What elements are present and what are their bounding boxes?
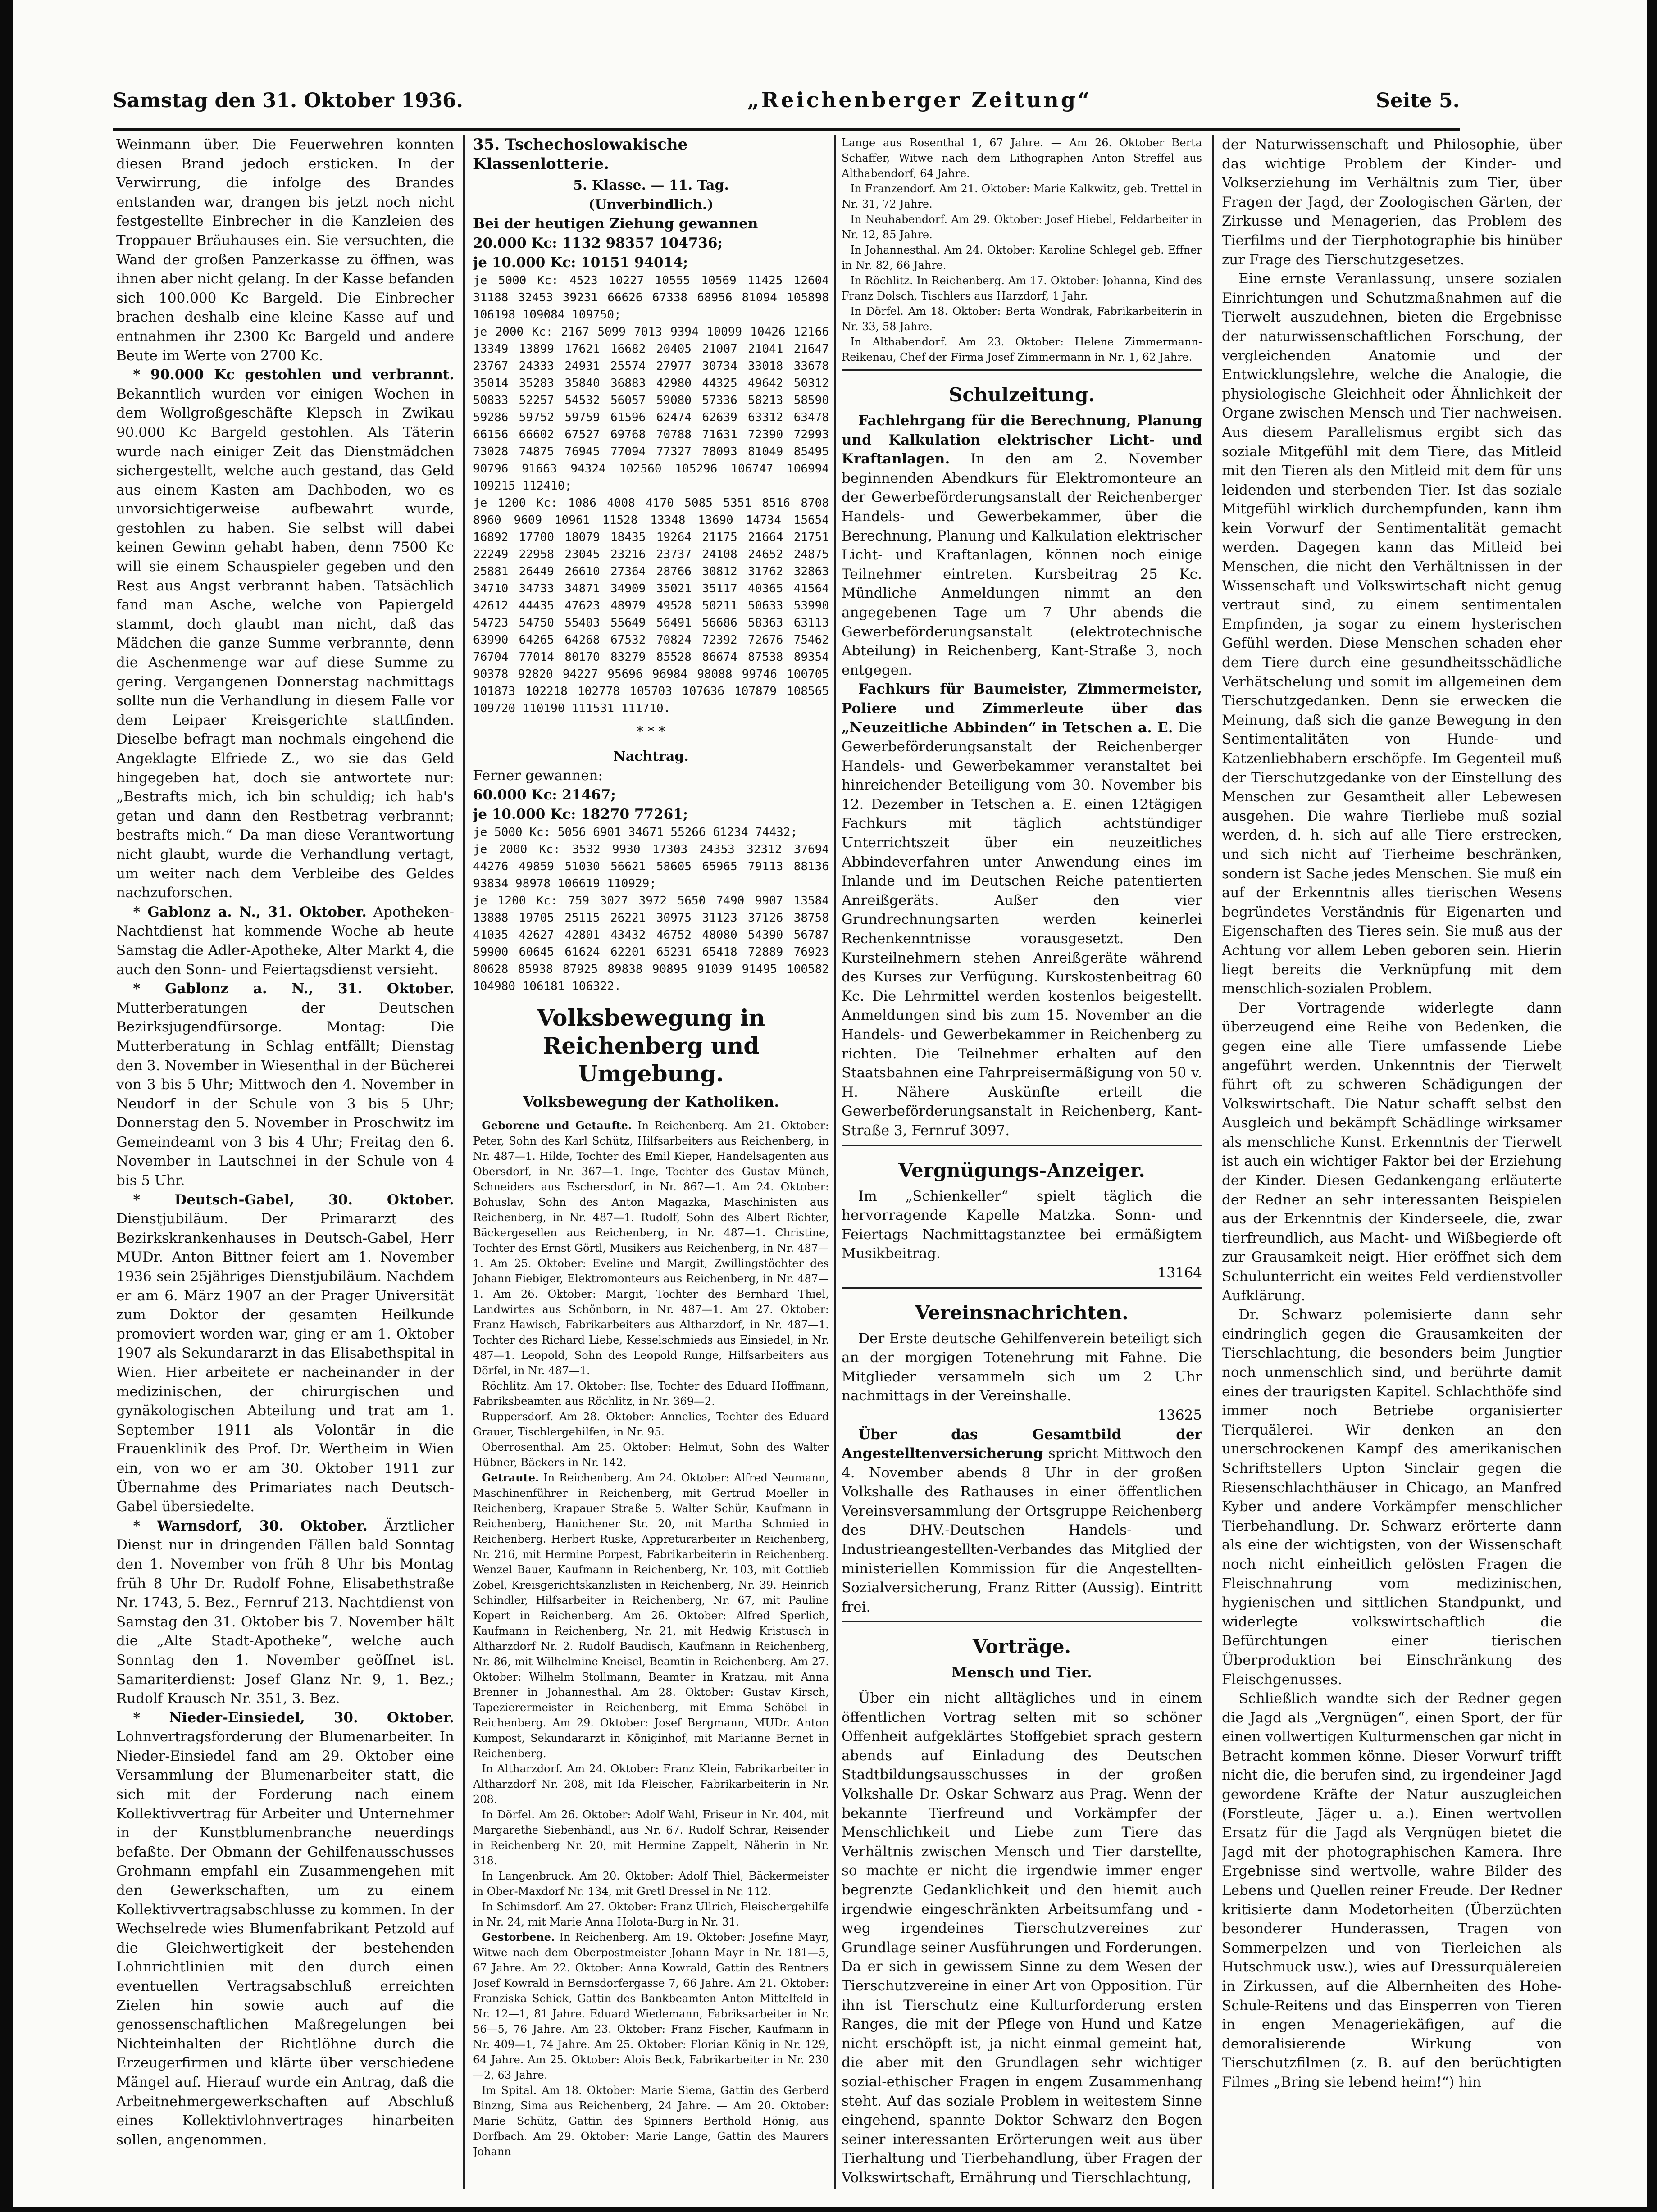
lottery-intro: Bei der heutigen Ziehung gewannen: [473, 216, 758, 232]
item-heading: * Gablonz a. N., 31. Oktober.: [133, 981, 454, 997]
column-2: [473, 135, 829, 2189]
lottery-prize-line: 20.000 Kc: 1132 98357 104736;: [473, 235, 723, 251]
lottery-prize-line: je 10.000 Kc: 10151 94014;: [473, 254, 688, 271]
vital-entry: [473, 1118, 829, 1378]
vital-entry: In Dörfel. Am 26. Oktober: Adolf Wahl, Friseur in Nr. 404, mit Margarethe Siebenhändl, aus Nr. 67. Rudolf Schrar, Reisender in Reichenberg Nr. 20, mit Hermine Zappelt, Näherin in Nr. 318.: [473, 1808, 829, 1867]
item-text: spricht Mittwoch den 4. November abends 8 Uhr in der großen Volkshalle des Rathauses in einer öffentlichen Vereinsversammlung der Ortsgruppe Reichenberg des DHV.-Deutschen Handels- und Industrieangestellten-Verbandes das Mitglied der ministeriellen Kommission für die Angestellten-Sozialversicherung, Franz Ritter (Aussig). Eintritt frei.: [842, 1445, 1202, 1615]
club-notice: [842, 1425, 1202, 1617]
vital-statistics-continued: [842, 135, 1202, 365]
lecture-report: der Naturwissenschaft und Philosophie, über das wichtige Problem der Kinder- und Volkserziehung im Verhältnis zum Tier, über Fragen der Jagd, der Zoologischen Gärten, der Zirkusse und Menagerien, das Problem des Tierfilms und der Tierphotographie bis hinüber zur Frage des Tierschutzgesetzes.: [1222, 136, 1562, 268]
vital-heading: Geborene und Getaufte.: [482, 1118, 632, 1132]
vital-entry: Röchlitz. Am 17. Oktober: Ilse, Tochter des Eduard Hoffmann, Fabriksbeamten aus Röchlitz, in Nr. 369—2.: [473, 1379, 829, 1408]
section-subtitle: Mensch und Tier.: [951, 1664, 1093, 1681]
lottery-class: 5. Klasse. — 11. Tag.: [573, 177, 729, 194]
article-item: [116, 1517, 454, 1708]
lottery-intro: Ferner gewannen:: [473, 768, 603, 784]
vital-entry: Oberrosenthal. Am 25. Oktober: Helmut, Sohn des Walter Hübner, Bäckers in Nr. 142.: [473, 1440, 829, 1469]
scan-edge-left: [0, 0, 13, 2212]
lecture-report: Über ein nicht alltägliches und in einem öffentlichen Vortrag selten mit so schöner Offenheit aufgeklärtes Stoffgebiet sprach gestern abends auf Einladung des Deutschen Stadtbildungsausschusses in der großen Volkshalle Dr. Oskar Schwarz aus Prag. Wenn der bekannte Tierfreund und Vorkämpfer der Menschlichkeit und Liebe zum Tiere das Verhältnis zwischen Mensch und Tier darstellte, so machte er nicht die irgendwie immer enger begrenzte Gedanklichkeit und den hiemit auch irgendwie eingeschränkten Arbeitsumfang und -weg irgendeines Tierschutzvereines zur Grundlage seiner Ausführungen und Forderungen. Da er sich in gewissem Sinne zu dem Wesen der Tierschutzvereine in einer Art von Opposition. Für ihn ist Tierschutz eine Kulturforderung ersten Ranges, die mit der Pflege von Hund und Katze nicht erschöpft ist, ja nicht einmal gemeint hat, die aber mit den Grundlagen sehr wichtiger sozial-ethischer Fragen in engem Zusammenhang steht. Auf das soziale Problem in weitestem Sinne eingehend, spannte Doktor Schwarz den Bogen seiner interessanten Erörterungen weit aus über Tierhaltung und Tierbehandlung, über Fragen der Volkswirtschaft, Ernährung und Tierschlachtung,: [842, 1690, 1202, 2186]
item-text: Mutterberatungen der Deutschen Bezirksjugendfürsorge. Montag: Die Mutterberatung in Schlag entfällt; Dienstag den 3. November in Wiesenthal in der Bücherei von 3 bis 5 Uhr; Mittwoch den 4. November in Neudorf in der Schule von 3 bis 5 Uhr; Donnerstag den 5. November in Proschwitz im Gemeindeamt von 3 bis 4 Uhr; Freitag den 6. November in Lautschnei in der Schule von 4 bis 5 Uhr.: [116, 999, 454, 1189]
lecture-report: Der Vortragende widerlegte dann überzeugend eine Reihe von Bedenken, die gegen eine alle Tiere umfassende Liebe angeführt werden. Unkenntnis der Tierwelt führt oft zu schweren Schädigungen der Volkswirtschaft. Die Natur schafft selbst den Ausgleich und bekämpft Schädlinge wirksamer als menschliche Kunst. Erkenntnis der Tierwelt ist auch ein wichtiger Faktor bei der Erziehung der Kinder. Diesen Gedankengang erläuterte der Redner an sehr interessanten Beispielen aus der Erkenntnis der Kinderseele, die, zwar tierfreundlich, aus Macht- und Wißbegierde oft zur Grausamkeit neigt. Hier eröffnet sich dem Schulunterricht ein weites Feld verdienstvoller Aufklärung.: [1222, 999, 1562, 1304]
lecture-report: Schließlich wandte sich der Redner gegen die Jagd als „Vergnügen“, einen Sport, der für einen vollwertigen Kulturmenschen gar nicht in Betracht kommen könne. Dieser Vorwurf trifft nicht die, die berufen sind, zu irgendeiner Jagd gewordene Kräfte der Natur auszugleichen (Forstleute, Jäger u. a.). Einen wertvollen Ersatz für die Jagd als Vergnügen bietet die Jagd mit der photographischen Kamera. Ihre Ergebnisse sind wertvolle, wahre Bilder des Lebens und Quellen reiner Freude. Der Redner kritisierte dann Modetorheiten (Überzüchten besonderer Hunderassen, Tragen von Sommerpelzen und von Tierleichen als Hutschmuck usw.), wies auf Dressurquälereien in Zirkussen, auf die Albernheiten des Hohe-Schule-Reitens und das Einsperren von Tieren in engen Menageriekäfigen, auf die demoralisierende Wirkung von Tierschutzfilmen (z. B. auf den berüchtigten Filmes „Bring sie lebend heim!“) hin: [1222, 1690, 1562, 2090]
column-rule: [463, 135, 465, 2189]
section-rule: [842, 1145, 1202, 1146]
scan-edge-bottom: [0, 2207, 1657, 2212]
vital-text: In Reichenberg. Am 21. Oktober: Peter, Sohn des Karl Schütz, Hilfsarbeiters aus Reichenberg, in Nr. 487—1. Hilde, Tochter des Emil Kieper, Handelsagenten aus Obersdorf, in Nr. 367—1. Inge, Tochter des Gustav Münch, Schneiders aus Eschersdorf, in Nr. 867—1. Am 24. Oktober: Bohuslav, Sohn des Anton Magazka, Maschinisten aus Reichenberg, in Nr. 487—1. Rudolf, Sohn des Albert Richter, Bäckergesellen aus Reichenberg, in Nr. 487—1. Christine, Tochter des Ernst Görtl, Musikers aus Reichenberg, in Nr. 487—1. Am 25. Oktober: Eveline und Margit, Zwillingstöchter des Johann Fiebiger, Elektromonteurs aus Reichenberg, in Nr. 487—1. Am 26. Oktober: Margit, Tochter des Bernhard Thiel, Landwirtes aus Schönborn, in Nr. 487—1. Am 27. Oktober: Franz Hawisch, Fabrikarbeiters aus Altharzdorf, in Nr. 487—1. Tochter des Richard Liebe, Kesselschmieds aus Einsiedel, in Nr. 487—1. Leopold, Sohn des Leopold Runge, Hilfsarbeiters aus Dörfel, in Nr. 487—1.: [473, 1119, 829, 1377]
section-title: Schulzeitung.: [949, 384, 1095, 406]
header-rule: [113, 128, 1460, 131]
lottery-prize-line: je 1200 Kc: 1086 4008 4170 5085 5351 8516 8708 8960 9609 10961 11528 13348 13690 14734 15654 16892 17700 18079 18435 19264 21175 21664 21751 22249 22958 23045 23216 23737 24108 24652 24875 25881 26449 26610 27364 28766 30812 31762 32863 34710 34733 34871 34909 35021 35117 40365 41564 42612 44435 47623 48979 49528 50211 50633 53990 54723 54750 55403 55649 56491 56686 58363 63113 63990 64265 64268 67532 70824 72392 72676 75462 76704 77014 80170 83279 85528 86674 87538 89354 90378 92820 94227 95696 96984 98088 99746 100705 101873 102218 102778 105703 107636 107879 108565 109720 110190 111531 111710.: [473, 496, 829, 716]
page-header: [113, 88, 1460, 119]
vital-entry: Im Spital. Am 18. Oktober: Marie Siema, Gattin des Gerberd Binzng, Sima aus Reichenberg, 24 Jahre. — Am 20. Oktober: Marie Schütz, Gattin des Spinners Berthold Hönig, aus Dorfbach. Am 29. Oktober: Marie Lange, Gattin des Maurers Johann: [473, 2084, 829, 2158]
section-title: Vorträge.: [972, 1635, 1071, 1658]
vital-heading: Getraute.: [482, 1471, 539, 1484]
article-item: [116, 1190, 454, 1517]
section-title: Volksbewegung in Reichenberg und Umgebung.: [537, 1004, 765, 1087]
vital-entry: In Langenbruck. Am 20. Oktober: Adolf Thiel, Bäckermeister in Ober-Maxdorf Nr. 134, mit Gretl Dressel in Nr. 112.: [473, 1869, 829, 1898]
lecture-report: Eine ernste Veranlassung, unsere sozialen Einrichtungen und Schutzmaßnahmen auf die Tierwelt auszudehnen, bieten die Ergebnisse der naturwissenschaftlichen Forschung, der vergleichenden Anatomie und der Entwicklungslehre, welche die Analogie, die physiologische Gleichheit oder Ähnlichkeit der Organe zwischen Mensch und Tier nachweisen. Aus diesem Parallelismus ergibt sich das soziale Mitgefühl mit dem Tiere, das Mitleid mit den Tieren als den Mitleid mit dem für uns leidenden und sterbenden Tier. Ist das soziale Mitgefühl wirklich durchempfunden, kann ihm kein Vorwurf der Sentimentalität gemacht werden. Dagegen kann das Mitleid bei Menschen, die nicht den Verhältnissen in der Wissenschaft und Volkswirtschaft nicht genug vertraut sind, zu einem sentimentalen Empfinden, ja sogar zu einem hysterischen Gefühl werden. Diese Menschen schaden eher dem Tiere durch eine gesundheitsschädliche Verhätschelung und somit im allgemeinen dem Tierschutzgedanken. Denn sie erwecken die Meinung, daß sich die ganze Bewegung in den Sentimentalitäten von Hunde- und Katzenliebhabern erschöpfe. Im Gegenteil muß der Tierschutzgedanke von der Einstellung des Menschen zur Gesamtheit aller Lebewesen ausgehen. Die wahre Tierliebe muß sozial werden, d. h. sich auf alle Tiere erstrecken, und sich nicht auf Tierheime beschränken, sondern ist Sache jedes Menschen. Sie muß ein auf der Erkenntnis alles tierischen Wesens begründetes Verständnis für Eigenarten und Eigenschaften des Tieres sein. Sie muß aus der Achtung vor allem Leben geboren sein. Hierin liegt bereits die Verknüpfung mit dem menschlich-sozialen Problem.: [1222, 271, 1562, 997]
item-heading: * Warnsdorf, 30. Oktober.: [133, 1517, 368, 1534]
item-text: Apotheken-Nachtdienst hat kommende Woche ab heute Samstag die Adler-Apotheke, Alter Markt 4, die auch den Sonn- und Feiertagsdienst versieht.: [116, 904, 454, 978]
header-date: Samstag den 31. Oktober 1936.: [113, 89, 463, 112]
item-text: In den am 2. November beginnenden Abendkurs für Elektromonteure an der Gewerbeförderungsanstalt der Reichenberger Handels- und Gewerbekammer, über die Berechnung, Planung und Kalkulation elektrischer Licht- und Kraftanlagen, können noch einige Teilnehmer eintreten. Kursbeitrag 25 Kc. Mündliche Anmeldungen nimmt an den angegebenen Tage um 7 Uhr abends die Gewerbeförderungsanstalt (elektrotechnische Abteilung) in Reichenberg, Kant-Straße 3, noch entgegen.: [842, 451, 1202, 678]
header-masthead: „Reichenberger Zeitung“: [747, 88, 1092, 112]
club-notice: Der Erste deutsche Gehilfenverein beteiligt sich an der morgigen Totenehrung mit Fahne. Die Mitglieder versammeln sich um 2 Uhr nachmittags in der Vereinshalle.: [842, 1330, 1202, 1404]
section-rule: [842, 369, 1202, 371]
advertisement-text: Im „Schienkeller“ spielt täglich die hervorragende Kapelle Matzka. Sonn- und Feiertags Nachmittagstanztee bei ermäßigtem Musikbeitrag.: [842, 1188, 1202, 1262]
vital-entry: In Althabendorf. Am 23. Oktober: Helene Zimmermann-Reikenau, Chef der Firma Josef Zimmermann in Nr. 1, 62 Jahre.: [842, 336, 1202, 363]
section-title: Vereinsnachrichten.: [915, 1301, 1129, 1324]
lottery-results: [473, 214, 829, 717]
lottery-title: 35. Tschechoslowakische Klassenlotterie.: [473, 136, 688, 173]
item-heading: Fachlehrgang für die Berechnung, Planung und Kalkulation elektrischer Licht- und Kraftanlagen.: [842, 413, 1202, 468]
vital-text: In Reichenberg. Am 24. Oktober: Alfred Neumann, Maschinenführer in Reichenberg, mit Gertrud Moeller in Reichenberg, Krapauer Straße 5. Walter Schür, Kaufmann in Reichenberg, Hanichener Str. 20, mit Martha Schmied in Reichenberg. Herbert Ruske, Appreturarbeiter in Reichenberg, Nr. 216, mit Hermine Porpest, Fabrikarbeiterin in Reichenberg. Wenzel Bauer, Kaufmann in Reichenberg, Nr. 103, mit Gottlieb Zobel, Kreisgerichtskanzlisten in Reichenberg, Nr. 39. Heinrich Schindler, Hilfsarbeiter in Reichenberg, Nr. 67, mit Pauline Kopert in Reichenberg. Am 26. Oktober: Alfred Sperlich, Kaufmann in Reichenberg, Nr. 21, mit Hedwig Kristusch in Altharzdorf Nr. 2. Rudolf Baudisch, Kaufmann in Reichenberg, Nr. 86, mit Wilhelmine Kneisel, Beamtin in Reichenberg. Am 27. Oktober: Wilhelm Stollmann, Beamter in Kratzau, mit Anna Brenner in Johannesthal. Am 28. Oktober: Gustav Kirsch, Tapezierermeister in Reichenberg, mit Emma Schöbel in Reichenberg. Am 29. Oktober: Josef Bergmann, MUDr. Anton Kumpost, Sekundararzt in Königinhof, mit Marianne Bernet in Reichenberg.: [473, 1471, 829, 1760]
vital-entry: Ruppersdorf. Am 28. Oktober: Annelies, Tochter des Eduard Grauer, Tischlergehilfen, in Nr. 95.: [473, 1410, 829, 1438]
section-title: Vergnügungs-Anzeiger.: [898, 1159, 1145, 1181]
column-1: [116, 135, 454, 2189]
lottery-prize-line: 60.000 Kc: 21467;: [473, 786, 616, 803]
lecture-report: Dr. Schwarz polemisierte dann sehr eindringlich gegen die Grausamkeiten der Tierschlachtung, die besonders beim Jungtier noch unmenschlich sind, und berührte damit eines der traurigsten Kapitel. Schlachthöfe sind immer noch Betriebe organisierter Tierquälerei. Wir denken an den unerschrockenen Kampf des amerikanischen Schriftstellers Upton Sinclair gegen die Riesenschlachthäuser in Chicago, an Manfred Kyber und andere Vorkämpfer menschlicher Tierbehandlung. Dr. Schwarz erörterte dann als eine der wichtigsten, von der Wissenschaft noch nicht einheitlich gelösten Fragen die Fleischnahrung vom medizinischen, hygienischen und sittlichen Standpunkt, und widerlegte volkswirtschaftlich die Befürchtungen einer tierischen Überproduktion bei Einschränkung des Fleischgenusses.: [1222, 1307, 1562, 1688]
scan-edge-right: [1647, 0, 1657, 2212]
vital-entry: In Dörfel. Am 18. Oktober: Berta Wondrak, Fabrikarbeiterin in Nr. 33, 58 Jahre.: [842, 305, 1202, 333]
lottery-prize-line: je 2000 Kc: 2167 5099 7013 9394 10099 10426 12166 13349 13899 17621 16682 20405 21007 21041 21647 23767 24333 24931 25574 27977 30734 33018 33678 35014 35283 35840 36883 42980 44325 49642 50312 50833 52257 54532 56057 59080 57336 58213 58590 59286 59752 59759 61596 62474 62639 63312 63478 66156 66602 67527 69768 70788 71631 72390 72993 73028 74875 76945 77094 77327 78093 81049 85495 90796 91663 94324 102560 105296 106747 106994 109215 112410;: [473, 325, 829, 493]
vital-entry: In Schimsdorf. Am 27. Oktober: Franz Ullrich, Fleischergehilfe in Nr. 24, mit Marie Anna Holota-Burg in Nr. 31.: [473, 1900, 829, 1928]
vital-entry: Lange aus Rosenthal 1, 67 Jahre. — Am 26. Oktober Berta Schaffer, Witwe nach dem Lithographen Anton Streffel aus Althabendorf, 64 Jahre.: [842, 136, 1202, 180]
column-rule: [834, 135, 836, 2189]
vital-entry: In Altharzdorf. Am 24. Oktober: Franz Klein, Fabrikarbeiter in Altharzdorf Nr. 208, mit Ida Fleischer, Fabrikarbeiterin in Nr. 208.: [473, 1762, 829, 1806]
vital-entry: In Röchlitz. In Reichenberg. Am 17. Oktober: Johanna, Kind des Franz Dolsch, Tischlers aus Harzdorf, 1 Jahr.: [842, 274, 1202, 302]
section-stars: * * *: [636, 724, 666, 740]
lottery-note: (Unverbindlich.): [588, 196, 714, 213]
article-item: [116, 365, 454, 903]
lottery-supplement: [473, 766, 829, 995]
vital-entry: In Neuhabendorf. Am 29. Oktober: Josef Hiebel, Feldarbeiter in Nr. 12, 85 Jahre.: [842, 213, 1202, 241]
lottery-prize-line: je 2000 Kc: 3532 9930 17303 24353 32312 37694 44276 49859 51030 56621 58605 65965 79113 88136 93834 98978 106619 110929;: [473, 843, 829, 891]
lottery-prize-line: je 5000 Kc: 5056 6901 34671 55266 61234 74432;: [473, 826, 798, 840]
lottery-prize-line: je 1200 Kc: 759 3027 3972 5650 7490 9907 13584 13888 19705 25115 26221 30975 31123 37126 38758 41035 42627 42801 43432 46752 48080 54390 56787 59900 60645 61624 62201 65231 65418 72889 76923 80628 85938 87925 89838 90895 91039 91495 100582 104980 106181 106322.: [473, 894, 829, 994]
vital-entry: In Johannesthal. Am 24. Oktober: Karoline Schlegel geb. Effner in Nr. 82, 66 Jahre.: [842, 244, 1202, 272]
lottery-supplement-title: Nachtrag.: [613, 748, 689, 764]
item-heading: Über das Gesamtbild der Angestelltenversicherung: [842, 1426, 1202, 1462]
vital-entry: [473, 1470, 829, 1761]
item-heading: Fachkurs für Baumeister, Zimmermeister, Poliere und Zimmerleute über das „Neuzeitliche Abbinden“ in Tetschen a. E.: [842, 681, 1202, 736]
item-heading: * 90.000 Kc gestohlen und verbrannt.: [133, 367, 454, 383]
vital-heading: Gestorbene.: [482, 1930, 555, 1944]
vital-entry: [473, 1930, 829, 2083]
section-rule: [842, 1287, 1202, 1289]
notice-number: 13625: [1157, 1407, 1202, 1423]
item-text: Lohnvertragsforderung der Blumenarbeiter. In Nieder-Einsiedel fand am 29. Oktober eine Versammlung der Blumenarbeiter statt, die sich mit der Forderung nach einem Kollektivvertrag für Arbeiter und Unternehmer in der Kunstblumenbranche neuerdings befaßte. Der Obmann der Gehilfenausschusses Grohmann empfahl ein Zusammengehen mit den Gewerkschaften, um zu einem Kollektivvertragsabschlusse zu kommen. In der Wechselrede wies Blumenfabrikant Petzold auf die Gleichwertigkeit der bestehenden Lohnrichtlinien mit den durch einen eventuellen Vertragsabschluß erreichten Zielen hin sowie auch auf die genossenschaftlichen Maßregelungen bei Nichteinhalten der Richtlöhne durch die Erzeugerfirmen und klärte über verschiedene Mängel auf. Hierauf wurde ein Antrag, daß die Arbeitnehmergewerkschaften auf Abschluß eines Kollektivlohnvertrages hinarbeiten sollen, angenommen.: [116, 1729, 454, 2148]
article-item: [116, 903, 454, 979]
item-text: Dienstjubiläum. Der Primararzt des Bezirkskrankenhauses in Deutsch-Gabel, Herr MUDr. Anton Bittner feiert am 1. November 1936 sein 25jähriges Dienstjubiläum. Nachdem er am 6. März 1907 an der Prager Universität zum Doktor der gesamten Heilkunde promoviert worden war, ging er am 1. Oktober 1907 als Sekundararzt in das Elisabethspital in Wien. Hier arbeitete er nacheinander in der medizinischen, der chirurgischen und gynäkologischen Abteilung und trat am 1. September 1911 als Volontär in die Frauenklinik des Prof. Dr. Wertheim in Wien ein, von wo er am 30. Oktober 1911 zur Übernahme des Primariates nach Deutsch-Gabel übersiedelte.: [116, 1211, 454, 1515]
item-text: Die Gewerbeförderungsanstalt der Reichenberger Handels- und Gewerbekammer veranstaltet bei hinreichender Beteiligung vom 30. November bis 12. Dezember in Tetschen a. E. einen 12tägigen Fachkurs mit täglich achtstündiger Unterrichtszeit über ein neuzeitliches Abbindeverfahren unter Anwendung eines im Inlande und im Deutschen Reiche patentierten Anreißgeräts. Außer den vier Grundrechnungsarten werden keinerlei Rechenkenntnisse vorausgesetzt. Den Kursteilnehmern stehen Anreißgeräte während des Kurses zur Verfügung. Kurskostenbeitrag 60 Kc. Die Lehrmittel werden kostenlos beigestellt. Anmeldungen sind bis zum 15. November an die Handels- und Gewerbekammer in Reichenberg zu richten. Die Teilnehmer erhalten auf den Staatsbahnen eine Fahrpreisermäßigung von 50 v. H. Nähere Auskünfte erteilt die Gewerbeförderungsanstalt in Reichenberg, Kant-Straße 3, Fernruf 3097.: [842, 719, 1202, 1139]
column-rule: [1212, 135, 1214, 2189]
article-item: [842, 680, 1202, 1140]
item-text: Ärztlicher Dienst nur in dringenden Fällen bald Sonntag den 1. November von früh 8 Uhr bis Montag früh 8 Uhr Dr. Rudolf Fohne, Elisabethstraße Nr. 1743, 5. Bez., Fernruf 213. Nachtdienst von Samstag den 31. Oktober bis 7. November hält die „Alte Stadt-Apotheke“, welche auch Sonntag den 1. November geöffnet ist. Samariterdienst: Josef Glanz Nr. 9, 1. Bez.; Rudolf Krausch Nr. 351, 3. Bez.: [116, 1517, 454, 1707]
lottery-prize-line: je 5000 Kc: 4523 10227 10555 10569 11425 12604 31188 32453 39231 66626 67338 68956 81094 105898 106198 109084 109750;: [473, 274, 829, 322]
article-item: [842, 411, 1202, 680]
column-3: [842, 135, 1202, 2189]
column-4: [1222, 135, 1562, 2189]
advertisement-number: 13164: [1157, 1264, 1202, 1281]
item-heading: * Deutsch-Gabel, 30. Oktober.: [133, 1191, 454, 1208]
article-text: Weinmann über. Die Feuerwehren konnten diesen Brand jedoch ersticken. In der Verwirrung, die infolge des Brandes entstanden war, drangen bis jetzt noch nicht festgestellte Einbrecher in die Kanzleien des Troppauer Bräuhauses ein. Sie versuchten, die Wand der großen Panzerkasse zu öffnen, was ihnen aber nicht gelang. In der Kasse befanden sich 100.000 Kc Bargeld. Die Einbrecher brachen deshalb eine kleine Kasse auf und entnahmen ihr 2300 Kc Bargeld und andere Beute im Werte von 2700 Kc.: [116, 136, 454, 364]
section-subtitle: Volksbewegung der Katholiken.: [523, 1093, 779, 1111]
header-page-number: Seite 5.: [1375, 89, 1460, 112]
lottery-prize-line: je 10.000 Kc: 18270 77261;: [473, 806, 688, 822]
article-item: [116, 979, 454, 1190]
vital-entry: In Franzendorf. Am 21. Oktober: Marie Kalkwitz, geb. Trettel in Nr. 31, 72 Jahre.: [842, 182, 1202, 210]
section-rule: [842, 1621, 1202, 1622]
item-heading: * Nieder-Einsiedel, 30. Oktober.: [133, 1709, 454, 1726]
item-heading: * Gablonz a. N., 31. Oktober.: [133, 904, 367, 920]
article-item: [116, 1708, 454, 2150]
item-text: Bekanntlich wurden vor einigen Wochen in dem Wollgroßgeschäfte Klepsch in Zwikau 90.000 Kc Bargeld gestohlen. Als Täterin wurde nach einiger Zeit das Dienstmädchen sichergestellt, welche auch gestand, das Geld aus einem Kasten am Dachboden, wo es unvorsichtigerweise aufbewahrt wurde, gestohlen zu haben. Sie selbst will dabei keinen Gewinn gehabt haben, denn 7500 Kc will sie einem Schauspieler gegeben und den Rest aus Angst verbrannt haben. Tatsächlich fand man Asche, welche von Papiergeld stammt, doch glaubt man nicht, daß das Mädchen die ganze Summe verbrannte, denn die Aschenmenge war auf diese Summe zu gering. Vergangenen Donnerstag nachmittags sollte nun die Verhandlung in diesem Falle vor dem Leipaer Kreisgerichte stattfinden. Dieselbe befragt man nochmals eingehend die Angeklagte Elfriede Z., wo sie das Geld hingegeben hat, doch sie antwortete nur: „Bestrafts mich, ich bin schuldig; ich hab's getan und dann den Restbetrag verbrannt; bestrafts mich.“ Da man diese Verantwortung nicht glaubt, wurde die Verhandlung vertagt, um weiter nach dem Verbleibe des Geldes nachzuforschen.: [116, 386, 454, 901]
vital-text: In Reichenberg. Am 19. Oktober: Josefine Mayr, Witwe nach dem Oberpostmeister Johann Mayr in Nr. 181—5, 67 Jahre. Am 22. Oktober: Anna Kowrald, Gattin des Rentners Josef Kowrald in Bernsdorfergasse 7, 66 Jahre. Am 21. Oktober: Franziska Schick, Gattin des Bankbeamten Anton Mittelfeld in Nr. 12—1, 81 Jahre. Eduard Wiedemann, Fabriksarbeiter in Nr. 56—5, 76 Jahre. Am 23. Oktober: Franz Fischer, Kaufmann in Nr. 409—1, 74 Jahre. Am 25. Oktober: Florian König in Nr. 129, 64 Jahre. Am 25. Oktober: Alois Beck, Fabrikarbeiter in Nr. 230—2, 63 Jahre.: [473, 1930, 829, 2081]
vital-statistics: [473, 1118, 829, 2159]
